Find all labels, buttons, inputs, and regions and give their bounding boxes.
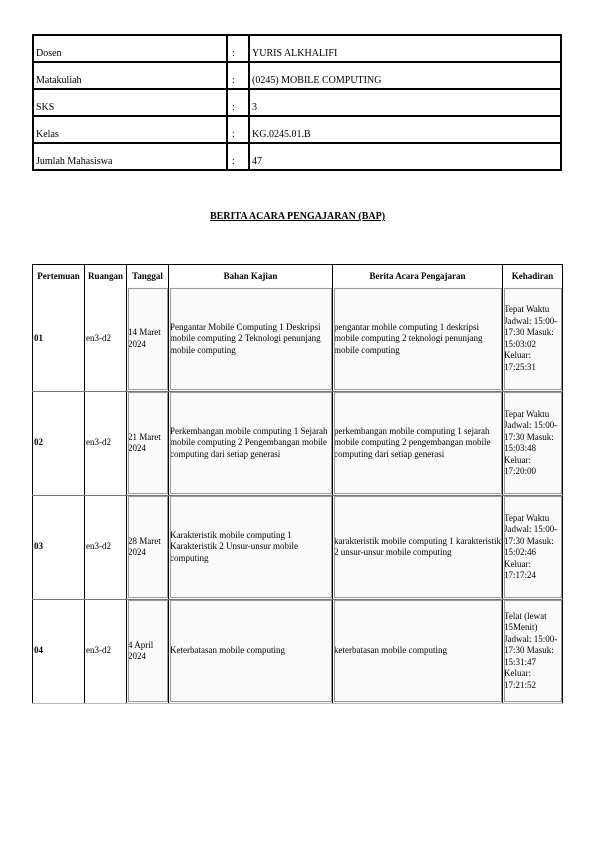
cell-kehadiran: Telat (lewat 15Menit) Jadwal: 15:00-17:30 Masuk: 15:31:47 Keluar: 17:21:52 <box>503 599 563 703</box>
header-tanggal: Tanggal <box>127 265 169 288</box>
cell-ruangan: en3-d2 <box>85 495 127 599</box>
info-label: SKS <box>33 89 227 116</box>
cell-berita-acara: perkembangan mobile computing 1 sejarah mobile computing 2 pengembangan mobile computing dari setiap generasi <box>333 391 503 495</box>
info-colon: : <box>227 35 249 62</box>
info-value: 3 <box>249 89 561 116</box>
cell-kehadiran: Tepat Waktu Jadwal: 15:00-17:30 Masuk: 15:02:46 Keluar: 17:17:24 <box>503 495 563 599</box>
cell-ruangan: en3-d2 <box>85 391 127 495</box>
table-row <box>33 287 563 391</box>
cell-pertemuan: 02 <box>33 391 85 495</box>
cell-berita-acara: karakteristik mobile computing 1 karakteristik 2 unsur-unsur mobile computing <box>333 495 503 599</box>
info-row-sks <box>33 89 561 116</box>
cell-kehadiran: Tepat Waktu Jadwal: 15:00-17:30 Masuk: 15:03:02 Keluar: 17:25:31 <box>503 287 563 391</box>
table-header-row <box>33 265 563 288</box>
info-colon: : <box>227 143 249 170</box>
cell-kehadiran: Tepat Waktu Jadwal: 15:00-17:30 Masuk: 15:03:48 Keluar: 17:20:00 <box>503 391 563 495</box>
info-colon: : <box>227 62 249 89</box>
cell-tanggal: 4 April 2024 <box>127 599 169 703</box>
header-kehadiran: Kehadiran <box>503 265 563 288</box>
table-row <box>33 391 563 495</box>
info-value: 47 <box>249 143 561 170</box>
cell-bahan-kajian: Karakteristik mobile computing 1 Karakteristik 2 Unsur-unsur mobile computing <box>169 495 333 599</box>
info-label: Matakuliah <box>33 62 227 89</box>
cell-tanggal: 28 Maret 2024 <box>127 495 169 599</box>
info-value: KG.0245.01.B <box>249 116 561 143</box>
cell-ruangan: en3-d2 <box>85 287 127 391</box>
cell-tanggal: 21 Maret 2024 <box>127 391 169 495</box>
info-row-kelas <box>33 116 561 143</box>
cell-pertemuan: 03 <box>33 495 85 599</box>
cell-bahan-kajian: Perkembangan mobile computing 1 Sejarah mobile computing 2 Pengembangan mobile computing dari setiap generasi <box>169 391 333 495</box>
info-value: (0245) MOBILE COMPUTING <box>249 62 561 89</box>
header-ruangan: Ruangan <box>85 265 127 288</box>
cell-bahan-kajian: Keterbatasan mobile computing <box>169 599 333 703</box>
header-bahan-kajian: Bahan Kajian <box>169 265 333 288</box>
table-row <box>33 599 563 703</box>
info-label: Jumlah Mahasiswa <box>33 143 227 170</box>
cell-tanggal: 14 Maret 2024 <box>127 287 169 391</box>
info-table <box>32 34 562 171</box>
header-pertemuan: Pertemuan <box>33 265 85 288</box>
cell-bahan-kajian: Pengantar Mobile Computing 1 Deskripsi mobile computing 2 Teknologi penunjang mobile computing <box>169 287 333 391</box>
info-row-jumlah-mahasiswa <box>33 143 561 170</box>
page-title: BERITA ACARA PENGAJARAN (BAP) <box>209 211 386 222</box>
info-label: Dosen <box>33 35 227 62</box>
cell-berita-acara: keterbatasan mobile computing <box>333 599 503 703</box>
cell-berita-acara: pengantar mobile computing 1 deskripsi mobile computing 2 teknologi penunjang mobile computing <box>333 287 503 391</box>
info-colon: : <box>227 89 249 116</box>
info-row-dosen <box>33 35 561 62</box>
table-row <box>33 495 563 599</box>
cell-pertemuan: 01 <box>33 287 85 391</box>
info-row-matakuliah <box>33 62 561 89</box>
cell-pertemuan: 04 <box>33 599 85 703</box>
info-label: Kelas <box>33 116 227 143</box>
cell-ruangan: en3-d2 <box>85 599 127 703</box>
info-colon: : <box>227 116 249 143</box>
info-value: YURIS ALKHALIFI <box>249 35 561 62</box>
bap-table <box>32 264 563 704</box>
header-berita-acara: Berita Acara Pengajaran <box>333 265 503 288</box>
